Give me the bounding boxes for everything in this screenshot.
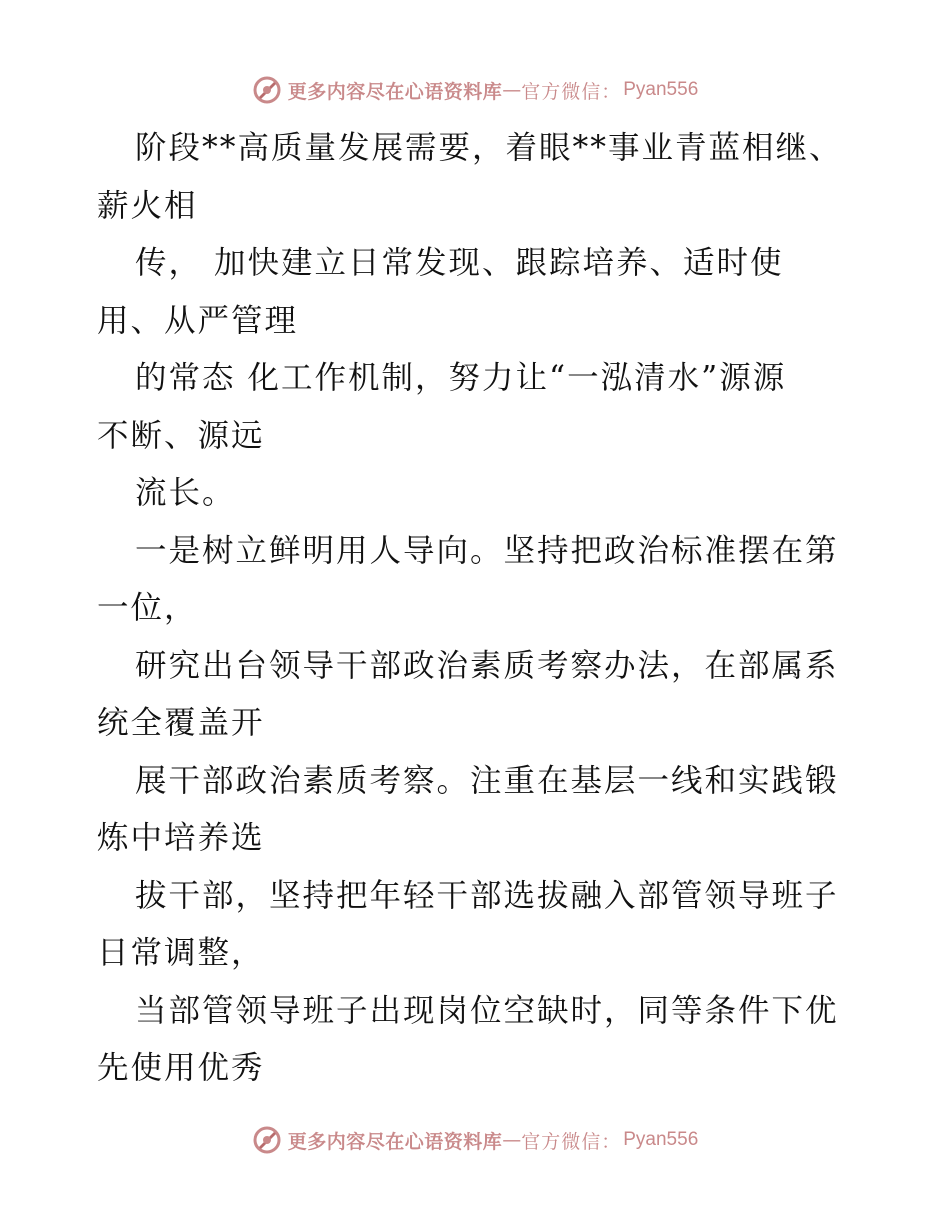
footer-wechat-id: Pyan556 — [623, 1129, 699, 1150]
body-line: 薪火相 — [97, 187, 198, 224]
body-line: 一是树立鲜明用人导向。坚持把政治标准摆在第 — [135, 532, 839, 569]
body-line: 阶段**高质量发展需要，着眼**事业青蓝相继、 — [135, 130, 843, 166]
body-line: 传， 加快建立日常发现、跟踪培养、适时使 — [135, 245, 784, 281]
body-line: 日常调整， — [97, 935, 265, 971]
body-line: 的常态 化工作机制，努力让“一泓清水”源源 — [135, 360, 787, 396]
brand-logo-icon — [252, 1125, 282, 1155]
footer-wechat-label: 官方微信： — [521, 1130, 622, 1153]
body-line: 先使用优秀 — [97, 1050, 265, 1086]
body-line: 统全覆盖开 — [97, 705, 265, 741]
body-line: 展干部政治素质考察。注重在基层一线和实践锻 — [135, 762, 839, 799]
body-line: 炼中培养选 — [97, 820, 265, 856]
footer-brand-text: 更多内容尽在心语资料库 — [287, 1130, 503, 1153]
footer-separator: — — [502, 1129, 522, 1151]
body-line: 流长。 — [135, 475, 236, 511]
document-body — [0, 120, 950, 1098]
body-line: 一位， — [97, 590, 198, 626]
header-banner — [0, 70, 950, 110]
header-wechat-id: Pyan556 — [623, 79, 699, 100]
header-brand-text: 更多内容尽在心语资料库 — [287, 80, 503, 103]
body-line: 拔干部，坚持把年轻干部选拔融入部管领导班子 — [135, 877, 839, 914]
header-wechat-label: 官方微信： — [521, 80, 622, 103]
body-line: 当部管领导班子出现岗位空缺时，同等条件下优 — [135, 992, 839, 1029]
body-line: 用、从严管理 — [97, 302, 299, 339]
header-separator: — — [502, 79, 522, 101]
brand-logo-icon — [252, 75, 282, 105]
footer-banner — [0, 1120, 950, 1160]
body-line: 研究出台领导干部政治素质考察办法，在部属系 — [135, 647, 839, 684]
body-line: 不断、源远 — [97, 417, 265, 454]
